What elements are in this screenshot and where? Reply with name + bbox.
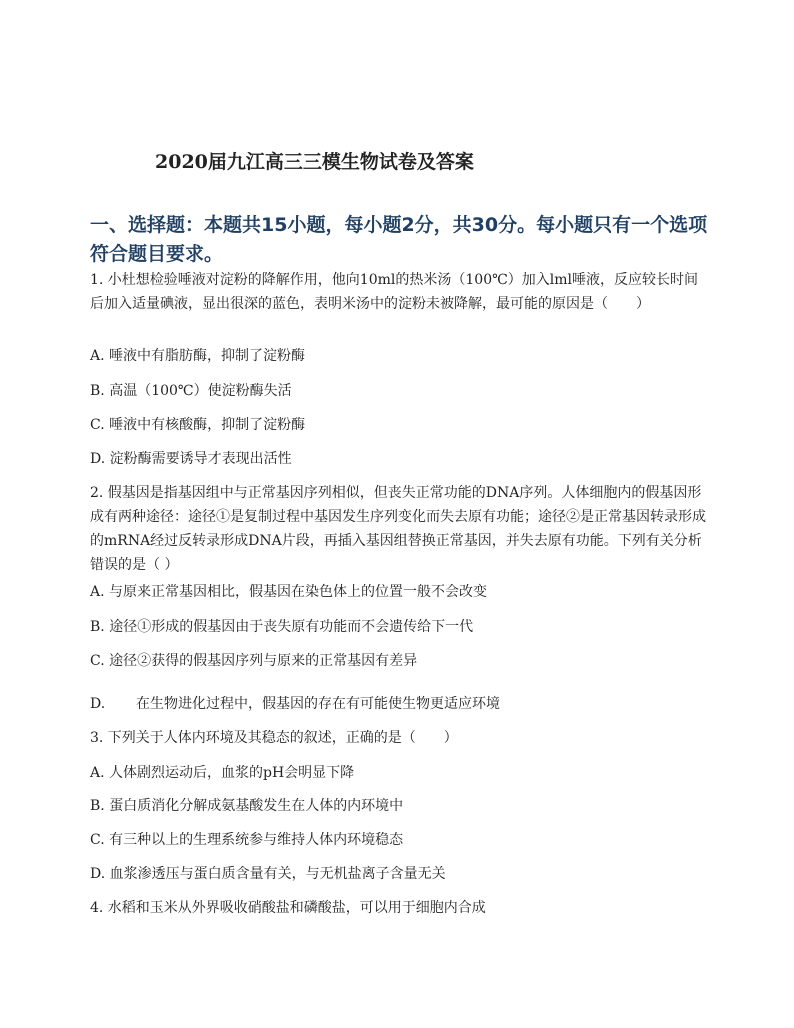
question-1-option-c: C. 唾液中有核酸酶，抑制了淀粉酶 (90, 417, 306, 433)
question-3-stem: 3. 下列关于人体内环境及其稳态的叙述，正确的是（ ） (90, 730, 458, 746)
question-3-option-d: D. 血浆渗透压与蛋白质含量有关，与无机盐离子含量无关 (90, 866, 446, 882)
question-4-stem: 4. 水稻和玉米从外界吸收硝酸盐和磷酸盐，可以用于细胞内合成 (90, 900, 486, 916)
section-heading: 一、选择题：本题共15小题，每小题2分，共30分。每小题只有一个选项符合题目要求。 (90, 214, 708, 265)
question-3-option-c: C. 有三种以上的生理系统参与维持人体内环境稳态 (90, 832, 404, 848)
question-2-stem: 2. 假基因是指基因组中与正常基因序列相似，但丧失正常功能的DNA序列。人体细胞内的假基因形成有两种途径：途径①是复制过程中基因发生序列变化而失去原有功能；途径②是正常基因转录形成的mRNA经过反转录形成DNA片段，再插入基因组替换正常基因，并失去原有功能。下列有关分析错误的是（ ） (90, 485, 706, 573)
question-2-option-a: A. 与原来正常基因相比，假基因在染色体上的位置一般不会改变 (90, 584, 488, 600)
option-d-letter: D. (90, 696, 106, 712)
question-2-option-b: B. 途径①形成的假基因由于丧失原有功能而不会遗传给下一代 (90, 619, 474, 635)
question-1-stem: 1. 小杜想检验唾液对淀粉的降解作用，他向10ml的热米汤（100℃）加入lml唾液，反应较长时间后加入适量碘液，显出很深的蓝色，表明米汤中的淀粉未被降解，最可能的原因是（ ） (90, 272, 698, 312)
question-2-option-c: C. 途径②获得的假基因序列与原来的正常基因有差异 (90, 653, 418, 669)
document-title: 2020届九江高三三模生物试卷及答案 (155, 151, 474, 173)
question-1-option-b: B. 高温（100℃）使淀粉酶失活 (90, 383, 292, 399)
option-d-text: 在生物进化过程中，假基因的存在有可能使生物更适应环境 (136, 696, 500, 712)
question-2-option-d (90, 694, 710, 714)
question-1-option-d: D. 淀粉酶需要诱导才表现出活性 (90, 451, 292, 467)
question-1-option-a: A. 唾液中有脂肪酶，抑制了淀粉酶 (90, 348, 306, 364)
question-3-option-b: B. 蛋白质消化分解成氨基酸发生在人体的内环境中 (90, 798, 404, 814)
question-3-option-a: A. 人体剧烈运动后，血浆的pH会明显下降 (90, 765, 355, 781)
